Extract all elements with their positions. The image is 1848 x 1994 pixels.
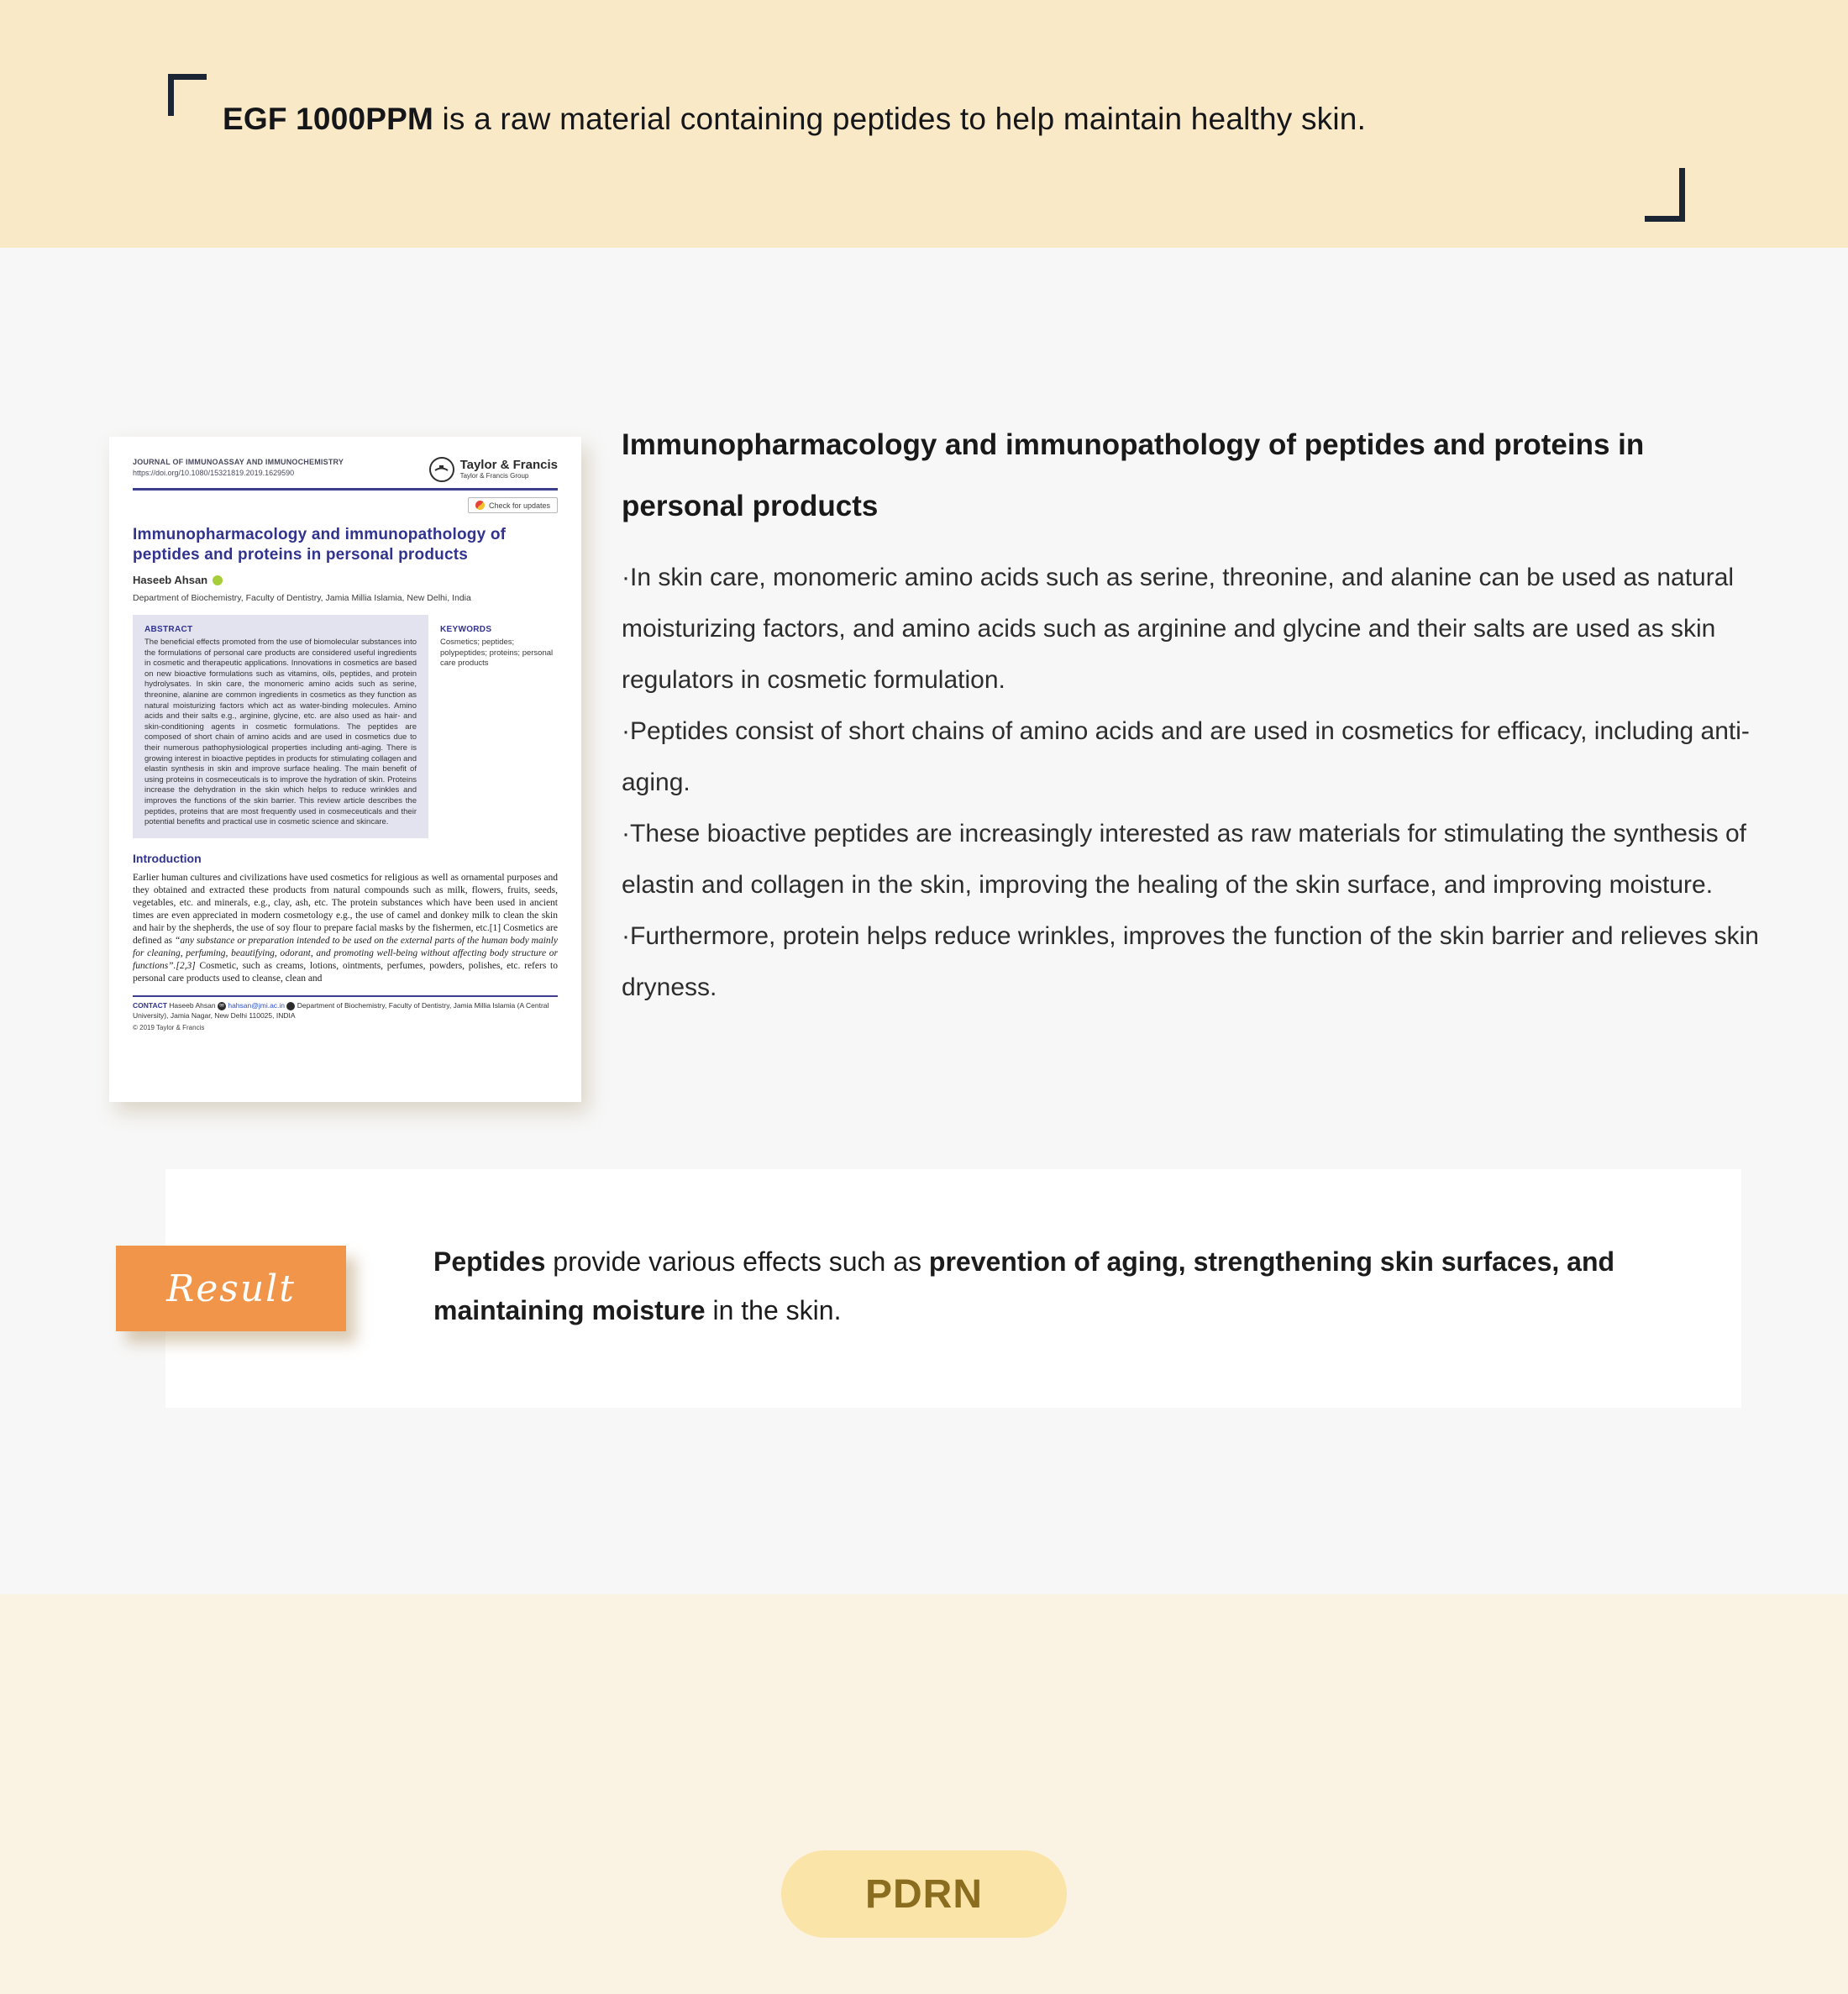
globe-icon	[286, 1002, 295, 1010]
top-claim-highlight: EGF 1000PPM	[223, 102, 434, 136]
intro-text-1: Earlier human cultures and civilizations have used cosmetics for religious as well as ornamental purposes and they obtained and extracted these products from natural compounds such as milk, flowers, fruits, seeds, vegetables, etc. and minerals, e.g., clay, ash, etc. The protein substances which have been used in ancient times are even appreciated in modern cosmetology e.g., the use of camel and donkey milk to clean the skin and hair by the shepherds, the use of soy flour to prepare facial masks by the fishermen, etc.[1] Cosmetics are defined as	[133, 872, 558, 946]
paper-doi: https://doi.org/10.1080/15321819.2019.1629590	[133, 469, 295, 477]
paper-abstract-block	[133, 615, 428, 838]
paper-rule-bottom	[133, 995, 558, 998]
summary-bullets	[622, 552, 1772, 1013]
pdrn-pill-label: PDRN	[864, 1871, 983, 1917]
paper-author-row	[133, 574, 558, 586]
summary-bullet: ·Peptides consist of short chains of amino acids and are used in cosmetics for efficacy, including anti-aging.	[622, 717, 1750, 796]
intro-quote: “any substance or preparation intended to be used on the external parts of the human body mainly for cleaning, perfuming, beautifying, odorant, and promoting well-being without affecting body structure or functions”.[2,3]	[133, 935, 558, 971]
introduction-heading: Introduction	[133, 851, 202, 865]
journal-paper-thumbnail	[109, 437, 581, 1102]
check-for-updates-button[interactable]	[468, 497, 558, 513]
summary-bullet: ·Furthermore, protein helps reduce wrinkles, improves the function of the skin barrier and relieves skin dryness.	[622, 922, 1759, 1001]
paper-abstract-row	[133, 615, 558, 838]
result-badge-label: Result	[166, 1267, 296, 1310]
abstract-label: ABSTRACT	[144, 625, 193, 634]
publisher-name-block	[460, 459, 558, 480]
keywords-text: Cosmetics; peptides; polypeptides; proteins; personal care products	[440, 638, 554, 668]
taylor-francis-logo-icon	[429, 457, 454, 482]
publisher-logo	[429, 457, 558, 482]
paper-affiliation: Department of Biochemistry, Faculty of Dentistry, Jamia Millia Islamia, New Delhi, India	[133, 593, 471, 603]
top-banner	[0, 0, 1848, 248]
contact-label: CONTACT	[133, 1001, 167, 1010]
paper-author-name: Haseeb Ahsan	[133, 574, 208, 586]
email-icon: ✉	[218, 1002, 226, 1010]
orcid-icon	[213, 575, 223, 585]
paper-keywords-block	[440, 615, 558, 838]
paper-journal-name: JOURNAL OF IMMUNOASSAY AND IMMUNOCHEMISTRY	[133, 458, 344, 466]
close-bracket-icon	[1645, 168, 1685, 222]
result-end-text: in the skin.	[705, 1295, 842, 1325]
summary-bullet: ·These bioactive peptides are increasingly interested as raw materials for stimulating the synthesis of elastin and collagen in the skin, improving the healing of the skin surface, and improving moisture.	[622, 820, 1746, 899]
paper-contact-line	[133, 1001, 558, 1021]
paper-rule-top	[133, 488, 558, 491]
crossmark-icon	[475, 501, 485, 510]
publisher-name: Taylor & Francis	[459, 458, 558, 472]
check-for-updates-label: Check for updates	[488, 501, 550, 510]
top-claim-text	[223, 99, 1634, 139]
contact-address: Department of Biochemistry, Faculty of Dentistry, Jamia Millia Islamia (A Central University), Jamia Nagar, New Delhi 110025, INDIA	[133, 1001, 549, 1020]
result-badge	[116, 1246, 346, 1331]
result-mid-text: provide various effects such as	[545, 1246, 929, 1277]
paper-header	[133, 457, 558, 482]
publisher-group: Taylor & Francis Group	[459, 472, 529, 480]
contact-name: Haseeb Ahsan	[169, 1001, 216, 1010]
result-bold-effects: prevention of aging, strengthening skin surfaces, and maintaining moisture	[433, 1246, 1615, 1325]
check-updates-row	[133, 497, 558, 513]
pdrn-pill-button[interactable]	[781, 1850, 1067, 1938]
open-bracket-icon	[168, 74, 207, 116]
summary-title: Immunopharmacology and immunopathology of peptides and proteins in personal products	[622, 428, 1645, 522]
summary-bullet: ·In skin care, monomeric amino acids such as serine, threonine, and alanine can be used as natural moisturizing factors, and amino acids such as arginine and glycine and their salts are used as skin regulators in cosmetic formulation.	[622, 564, 1735, 694]
introduction-paragraph	[133, 872, 558, 985]
keywords-label: KEYWORDS	[440, 625, 492, 634]
paper-title: Immunopharmacology and immunopathology of peptides and proteins in personal products	[133, 526, 507, 564]
contact-email-link[interactable]: hahsan@jmi.ac.in	[228, 1001, 286, 1010]
top-claim-rest: is a raw material containing peptides to help maintain healthy skin.	[433, 102, 1367, 136]
intro-text-2: Cosmetic, such as creams, lotions, ointments, perfumes, powders, polishes, etc. refers to personal care products used to cleanse, clean and	[133, 960, 558, 984]
result-text	[433, 1237, 1668, 1335]
middle-section	[0, 248, 1848, 1594]
paper-copyright: © 2019 Taylor & Francis	[133, 1024, 205, 1032]
paper-journal-block	[133, 457, 344, 479]
abstract-text: The beneficial effects promoted from the use of biomolecular substances into the formulations of personal care products are considered useful ingredients in cosmetic and therapeutic applications. Innovations in cosmetics are based on new bioactive formulations such as vitamins, oils, peptides, and protein hydrolysates. In skin care, the monomeric amino acids such as serine, threonine, alanine are common ingredients in cosmetics as they function as natural moisturizing factors which act as water-binding molecules. Amino acids and their salts e.g., arginine, glycine, etc. are also used as hair- and skin-conditioning agents in cosmetic formulations. The peptides are composed of short chain of amino acids and are used in cosmetics due to their numerous pathophysiological properties including anti-aging. There is growing interest in bioactive peptides in products for stimulating collagen and elastin synthesis in skin and improve surface healing. The main benefit of using proteins in cosmeceuticals is to improve the hydration of skin. Proteins increase the dehydration in the skin which helps to reduce wrinkles and improves the functions of the skin barrier. This review article describes the peptides, proteins that are most frequently used in cosmeceuticals and their potential benefits and practical use in cosmetic science and skincare.	[144, 638, 417, 827]
result-bold-peptides: Peptides	[433, 1246, 546, 1277]
bottom-banner	[0, 1594, 1848, 1994]
